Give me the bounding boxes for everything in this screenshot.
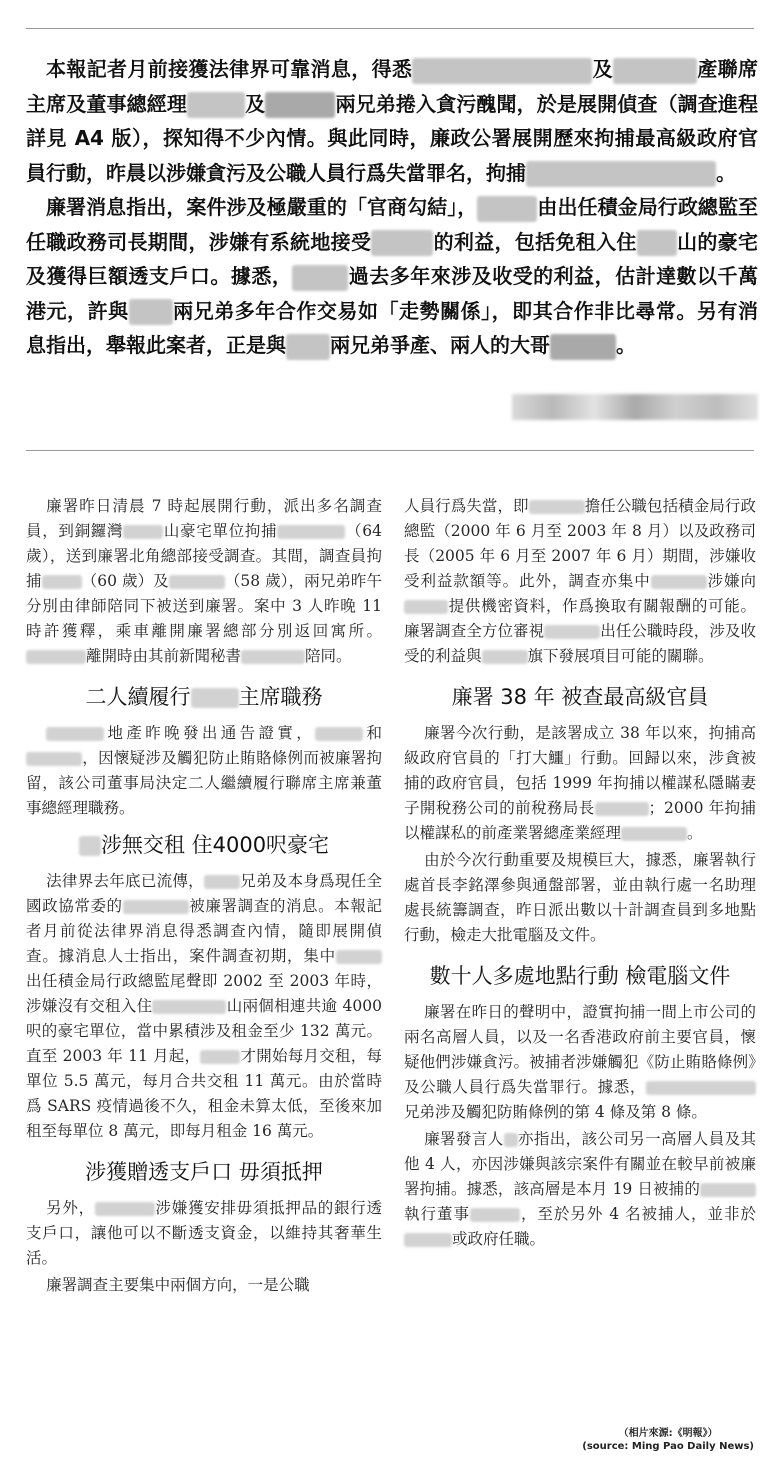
body-text: 地產昨晚發出通告證實，	[104, 724, 316, 742]
redacted-name	[544, 625, 600, 640]
credit-line-chinese: （相片來源:《明報》）	[618, 1428, 718, 1439]
redacted-name	[286, 334, 330, 360]
body-text: 才開始每月交租，每單位 5.5 萬元，每月合共交租 11 萬元。由於當時爲 SARS 疫情過後不久，租金未算太低，至後來加租至每單位 8 萬元，即每月租金 16 萬元。	[26, 1047, 382, 1140]
redacted-name	[651, 575, 707, 590]
subheading	[26, 831, 382, 859]
redacted-name	[504, 1133, 518, 1148]
redacted-name	[412, 58, 592, 84]
redacted-name	[470, 1208, 520, 1223]
body-text: 兄弟涉及觸犯防賄條例的第 4 條及第 8 條。	[404, 1103, 707, 1121]
lead-text: 兩兄弟爭產、兩人的大哥	[330, 333, 550, 357]
body-paragraph	[404, 1127, 756, 1252]
body-text: 出任積金局行政總監尾聲即 2002 至 2003 年時，涉嫌沒有交租入住	[26, 972, 382, 1015]
redacted-name	[621, 827, 687, 842]
body-text: 兄弟及本身爲現任全國政協常委的	[26, 872, 382, 915]
redacted-name	[595, 802, 649, 817]
body-text: （64 歲），送到廉署北角總部接受調查。其間，調查員拘捕	[26, 522, 382, 590]
redacted-name	[241, 650, 305, 665]
body-text: 廉署在昨日的聲明中，證實拘捕一間上市公司的兩名高層人員，以及一名香港政府前主要官員，懷疑他們涉嫌貪污。被捕者涉嫌觸犯《防止賄賂條例》及公職人員行爲失當罪行。據悉，	[404, 1003, 756, 1096]
lead-text: 及	[592, 57, 613, 81]
body-text: ，因懷疑涉及觸犯防止賄賂條例而被廉署拘留，該公司董事局決定二人繼續履行聯席主席兼董事總經理職務。	[26, 749, 382, 817]
body-text: （60 歲）及	[81, 572, 169, 590]
body-text: 旗下發展項目可能的關聯。	[527, 647, 714, 665]
body-text: 。	[687, 824, 703, 842]
redacted-name	[277, 525, 345, 540]
redacted-name	[123, 900, 189, 915]
subheading: 涉獲贈透支戶口 毋須抵押	[85, 1160, 323, 1184]
redacted-name	[46, 727, 104, 742]
body-text: 山兩個相連共逾 4000 呎的豪宅單位，當中累積涉及租金至少 132 萬元。直至 2003 年 11 月起，	[26, 997, 382, 1065]
lead-text: 及	[245, 91, 266, 116]
article-column-left	[26, 494, 382, 1300]
redacted-banner	[512, 394, 758, 420]
body-paragraph: 由於今次行動重要及規模巨大，據悉，廉署執行處首長李銘澤參與通盤部署，並由執行處一名助理處長統籌調查，昨日派出數以十計調查員到多地點行動，檢走大批電腦及文件。	[404, 851, 756, 944]
redacted-name	[371, 230, 433, 256]
body-text: ；2000 年拘捕以權謀私的前產業署總產業經理	[404, 799, 756, 842]
body-text: 另外，	[46, 1199, 95, 1217]
lead-text: 的利益，包括免租入住	[433, 229, 637, 254]
body-text: 涉嫌獲安排毋須抵押品的銀行透支戶口，讓他可以不斷透支資金，以維持其奢華生活。	[26, 1199, 382, 1267]
redacted-name	[477, 196, 537, 222]
lead-paragraphs	[26, 52, 758, 363]
body-paragraph	[26, 494, 382, 669]
redacted-name	[26, 752, 82, 767]
credit-line-english: (source: Ming Pao Daily News)	[582, 1441, 754, 1452]
body-text: 廉署昨日清晨 7 時起展開行動，派出多名調查員，到銅鑼灣	[26, 497, 382, 540]
body-text: 山豪宅單位拘捕	[163, 522, 278, 540]
lead-text: 山的豪宅及獲得巨額透支戶口。據悉，	[26, 229, 758, 288]
redacted-name	[152, 1000, 226, 1015]
redacted-name	[42, 575, 82, 590]
redacted-name	[123, 525, 163, 540]
lead-text: 本報記者月前接獲法律界可靠消息，得悉	[46, 57, 413, 81]
body-text: 離開時由其前新聞秘書	[86, 647, 242, 665]
lead-text: 兩兄弟捲入貪污醜聞，於是展開偵查（調查進程詳見 A4 版），探知得不少內情。與此同時，廉政公署展開歷來拘捕最高級政府官員行動，昨晨以涉嫌貪污及公職人員行爲失當罪名，拘捕	[26, 91, 759, 185]
body-paragraph	[26, 721, 382, 821]
body-text: 涉嫌向	[706, 572, 756, 590]
body-paragraph	[26, 1196, 382, 1271]
redacted-name	[95, 1202, 155, 1217]
lead-text: 。	[716, 160, 736, 185]
redacted-name	[79, 836, 101, 856]
redacted-name	[646, 1081, 756, 1096]
body-text: （58 歲），兩兄弟昨午分別由律師陪同下被送到廉署。案中 3 人昨晚 11 時許獲釋，乘車離開廉署總部分別返回寓所。	[26, 572, 382, 640]
article-column-right	[404, 494, 756, 1254]
redacted-name	[550, 334, 616, 360]
body-text: ，至於另外 4 名被捕人，並非於	[519, 1205, 756, 1223]
subheading-text: 涉無交租 住4000呎豪宅	[100, 833, 330, 857]
redacted-name	[637, 230, 677, 256]
redacted-name	[265, 92, 335, 118]
body-text: 亦指出，該公司另一高層人員及其他 4 人，亦因涉嫌與該宗案件有關並在較早前被廉署拘捕。據悉，該高層是本月 19 日被捕的	[404, 1130, 756, 1198]
lead-text: 兩兄弟多年合作交易如「走勢關係」，即其合作非比尋常。另有消息指出，舉報此案者，正是與	[26, 298, 759, 357]
subheading: 廉署 38 年 被查最高級官員	[451, 685, 709, 709]
subheading: 數十人多處地點行動 檢電腦文件	[429, 964, 731, 988]
body-text: 人員行爲失當，即	[404, 497, 529, 515]
lead-text: 由出任積金局行政總監至任職政務司長期間，涉嫌有系統地接受	[26, 195, 759, 254]
body-text: 陪同。	[305, 647, 352, 665]
body-text: 或政府任職。	[452, 1230, 546, 1248]
redacted-name	[191, 688, 239, 708]
subheading	[26, 683, 382, 711]
redacted-name	[529, 500, 585, 515]
redacted-name	[613, 58, 697, 84]
redacted-name	[404, 600, 448, 615]
body-text: 廉署發言人	[424, 1130, 504, 1148]
redacted-name	[526, 161, 716, 187]
lead-text: 。	[616, 333, 636, 357]
body-text: 提供機密資料，作爲換取有關報酬的可能。廉署調查全方位審視	[404, 597, 756, 640]
redacted-name	[204, 875, 240, 890]
redacted-name	[336, 950, 382, 965]
body-text: 擔任公職包括積金局行政總監（2000 年 6 月至 2003 年 8 月）以及政務司長（2005 年 6 月至 2007 年 6 月）期間，涉嫌收受利益款額等。此外，調查亦集中	[404, 497, 756, 590]
body-text: 廉署今次行動，是該署成立 38 年以來，拘捕高級政府官員的「打大鱷」行動。回歸以來，涉貪被捕的政府官員，包括 1999 年拘捕以權謀私隱瞞妻子開稅務公司的前稅務局長	[404, 724, 756, 817]
redacted-name	[700, 1183, 756, 1198]
lead-text: 過去多年來涉及收受的利益，估計達數以千萬港元，許與	[26, 264, 759, 323]
redacted-name	[404, 1233, 452, 1248]
redacted-name	[292, 265, 348, 291]
body-paragraph: 廉署調查主要集中兩個方向，一是公職	[46, 1276, 310, 1294]
body-text: 法律界去年底已流傳，	[46, 872, 204, 890]
body-text: 執行董事	[404, 1205, 470, 1223]
lead-text: 產聯席主席及董事總經理	[26, 57, 759, 116]
body-paragraph	[404, 1000, 756, 1125]
redacted-name	[187, 92, 245, 118]
redacted-name	[26, 650, 86, 665]
redacted-name	[169, 575, 225, 590]
body-paragraph	[26, 869, 382, 1144]
body-paragraph	[404, 494, 756, 669]
lead-paragraph-2	[26, 190, 758, 363]
photo-credit	[582, 1427, 754, 1453]
body-text: 被廉署調查的消息。本報記者月前從法律界消息得悉調查內情，隨即展開偵查。據消息人士指出，案件調查初期，集中	[26, 897, 382, 965]
redacted-name	[315, 727, 363, 742]
subheading-text: 二人續履行	[85, 685, 191, 709]
lead-text: 廉署消息指出，案件涉及極嚴重的「官商勾結」，	[46, 195, 478, 219]
top-rule	[26, 28, 754, 29]
lead-paragraph-1	[26, 52, 758, 190]
redacted-name	[129, 299, 173, 325]
body-text: 出任公職時段，涉及收受的利益與	[404, 622, 756, 665]
body-paragraph	[404, 721, 756, 846]
section-rule	[26, 450, 754, 451]
subheading-text: 主席職務	[238, 685, 323, 709]
redacted-name	[482, 650, 528, 665]
redacted-name	[200, 1050, 240, 1065]
body-text: 和	[363, 724, 382, 742]
